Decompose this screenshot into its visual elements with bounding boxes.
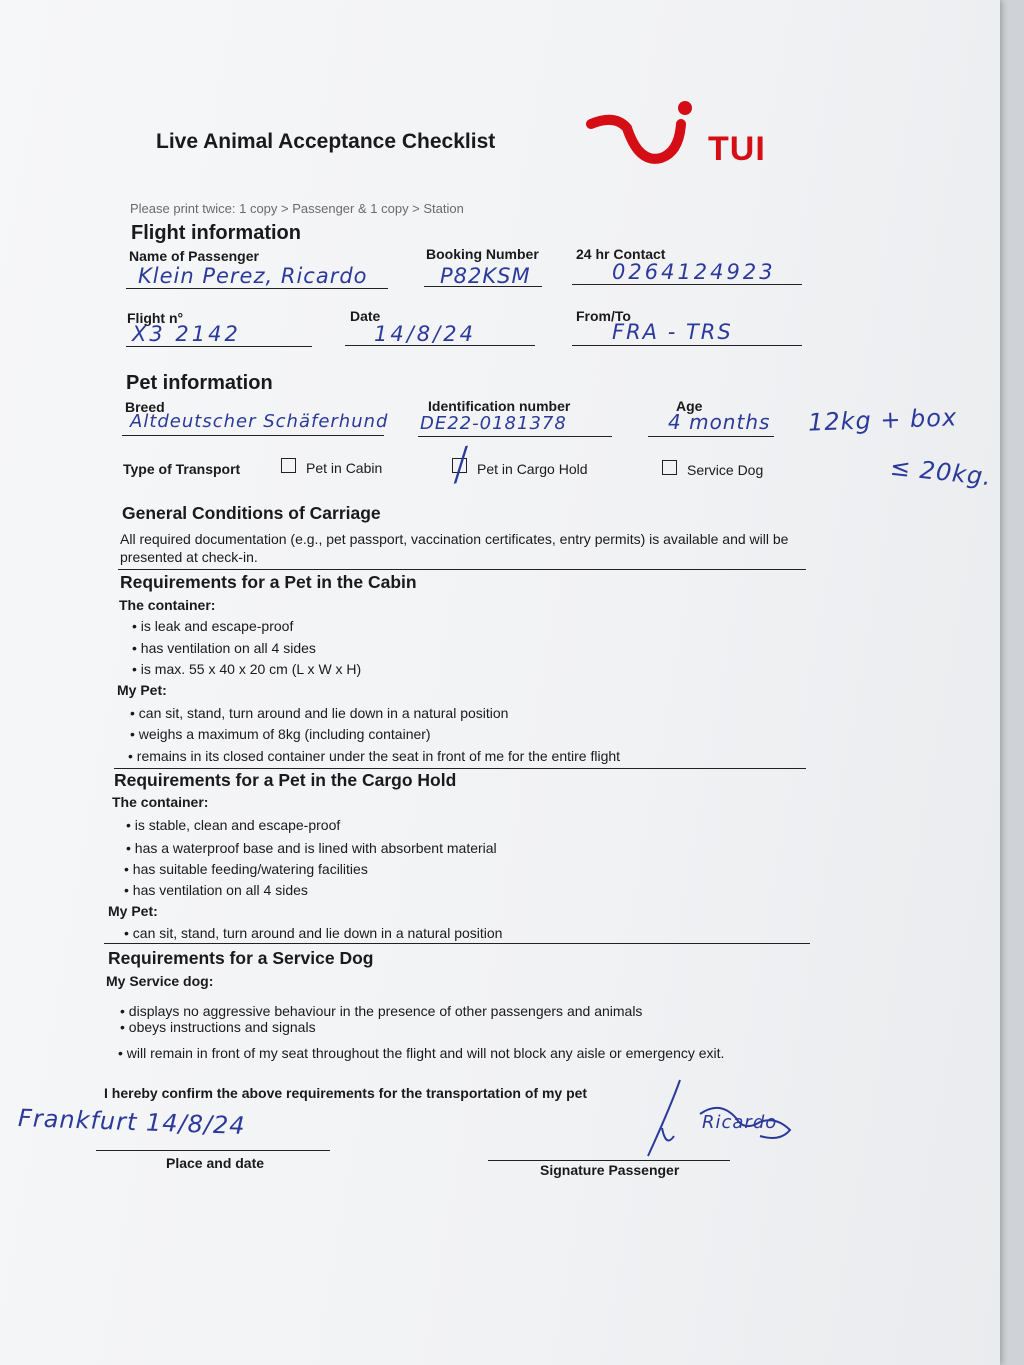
flight-number-label: Flight n° <box>127 310 184 326</box>
place-date-label: Place and date <box>166 1155 265 1171</box>
list-item: • remains in its closed container under the seat in front of me for the entire flight <box>128 748 621 764</box>
from-to-line <box>572 345 802 346</box>
list-item: • can sit, stand, turn around and lie down in a natural position <box>130 705 509 721</box>
flight-number-field[interactable]: X3 2142 <box>132 322 241 346</box>
signature-field[interactable] <box>640 1078 810 1164</box>
breed-field[interactable]: Altdeutscher Schäferhund <box>130 411 389 432</box>
divider <box>114 768 806 769</box>
booking-number-label: Booking Number <box>426 246 539 262</box>
list-item: • obeys instructions and signals <box>120 1019 316 1035</box>
service-dog-checkbox[interactable] <box>662 460 677 475</box>
divider <box>118 569 806 570</box>
place-date-field[interactable]: Frankfurt 14/8/24 <box>17 1104 246 1140</box>
date-field[interactable]: 14/8/24 <box>374 322 476 346</box>
divider <box>104 943 810 944</box>
flight-info-heading: Flight information <box>131 222 301 244</box>
service-dog-sublabel: My Service dog: <box>106 973 214 989</box>
confirmation-text: I hereby confirm the above requirements for the transportation of my pet <box>104 1085 588 1101</box>
cargo-pet-label: My Pet: <box>108 903 158 919</box>
service-dog-label: Service Dog <box>687 462 764 478</box>
date-label: Date <box>350 308 381 324</box>
general-conditions-text-2: presented at check-in. <box>120 549 258 565</box>
booking-number-line <box>424 286 542 287</box>
cabin-heading: Requirements for a Pet in the Cabin <box>120 572 417 592</box>
breed-line <box>122 435 384 436</box>
booking-number-field[interactable]: P82KSM <box>440 264 531 288</box>
general-conditions-text-1: All required documentation (e.g., pet passport, vaccination certificates, entry permits) is available and will be <box>120 531 789 547</box>
age-field[interactable]: 4 months <box>668 410 771 434</box>
list-item: • will remain in front of my seat throughout the flight and will not block any aisle or emergency exit. <box>118 1045 725 1061</box>
cargo-check-mark-icon: ╱ <box>449 446 473 485</box>
pet-in-cabin-checkbox[interactable] <box>281 458 296 473</box>
from-to-field[interactable]: FRA - TRS <box>612 320 733 344</box>
cabin-container-label: The container: <box>119 597 216 613</box>
list-item: • has a waterproof base and is lined with absorbent material <box>126 840 497 856</box>
tui-logo <box>585 100 790 180</box>
cargo-heading: Requirements for a Pet in the Cargo Hold <box>114 770 457 790</box>
signature-text: Ricardo <box>702 1112 778 1133</box>
list-item: • can sit, stand, turn around and lie down in a natural position <box>124 925 503 941</box>
contact-line <box>572 284 802 285</box>
passenger-name-line <box>126 288 388 289</box>
identification-label: Identification number <box>428 398 571 414</box>
signature-line <box>488 1160 730 1161</box>
pet-in-cargo-label: Pet in Cargo Hold <box>477 461 588 477</box>
pet-in-cabin-label: Pet in Cabin <box>306 460 383 476</box>
identification-field[interactable]: DE22-0181378 <box>420 413 567 434</box>
identification-line <box>418 436 612 437</box>
cabin-pet-label: My Pet: <box>117 682 167 698</box>
weight-note-1: 12kg + box <box>807 403 958 437</box>
cargo-container-label: The container: <box>112 794 209 810</box>
list-item: • has suitable feeding/watering facilities <box>124 861 368 877</box>
tui-wordmark: TUI <box>708 130 766 168</box>
place-date-line <box>96 1150 330 1151</box>
list-item: • is max. 55 x 40 x 20 cm (L x W x H) <box>132 661 362 677</box>
list-item: • is leak and escape-proof <box>132 618 294 634</box>
age-label: Age <box>676 398 703 414</box>
service-dog-heading: Requirements for a Service Dog <box>108 948 374 968</box>
list-item: • displays no aggressive behaviour in the presence of other passengers and animals <box>120 1003 643 1019</box>
page-title: Live Animal Acceptance Checklist <box>156 130 496 153</box>
signature-label: Signature Passenger <box>540 1162 680 1178</box>
weight-note-2: ≤ 20kg. <box>888 452 994 492</box>
from-to-label: From/To <box>576 308 631 324</box>
list-item: • is stable, clean and escape-proof <box>126 817 341 833</box>
list-item: • weighs a maximum of 8kg (including container) <box>130 726 431 742</box>
print-note: Please print twice: 1 copy > Passenger & 1 copy > Station <box>130 201 464 216</box>
list-item: • has ventilation on all 4 sides <box>124 882 308 898</box>
flight-number-line <box>126 346 312 347</box>
general-conditions-heading: General Conditions of Carriage <box>122 503 381 523</box>
age-line <box>648 436 774 437</box>
list-item: • has ventilation on all 4 sides <box>132 640 316 656</box>
contact-label: 24 hr Contact <box>576 246 666 262</box>
date-line <box>345 345 535 346</box>
contact-field[interactable]: 0264124923 <box>612 260 776 284</box>
transport-type-label: Type of Transport <box>123 461 241 477</box>
breed-label: Breed <box>125 399 165 415</box>
pet-info-heading: Pet information <box>126 372 273 394</box>
passenger-name-label: Name of Passenger <box>129 248 259 264</box>
passenger-name-field[interactable]: Klein Perez, Ricardo <box>138 264 368 288</box>
